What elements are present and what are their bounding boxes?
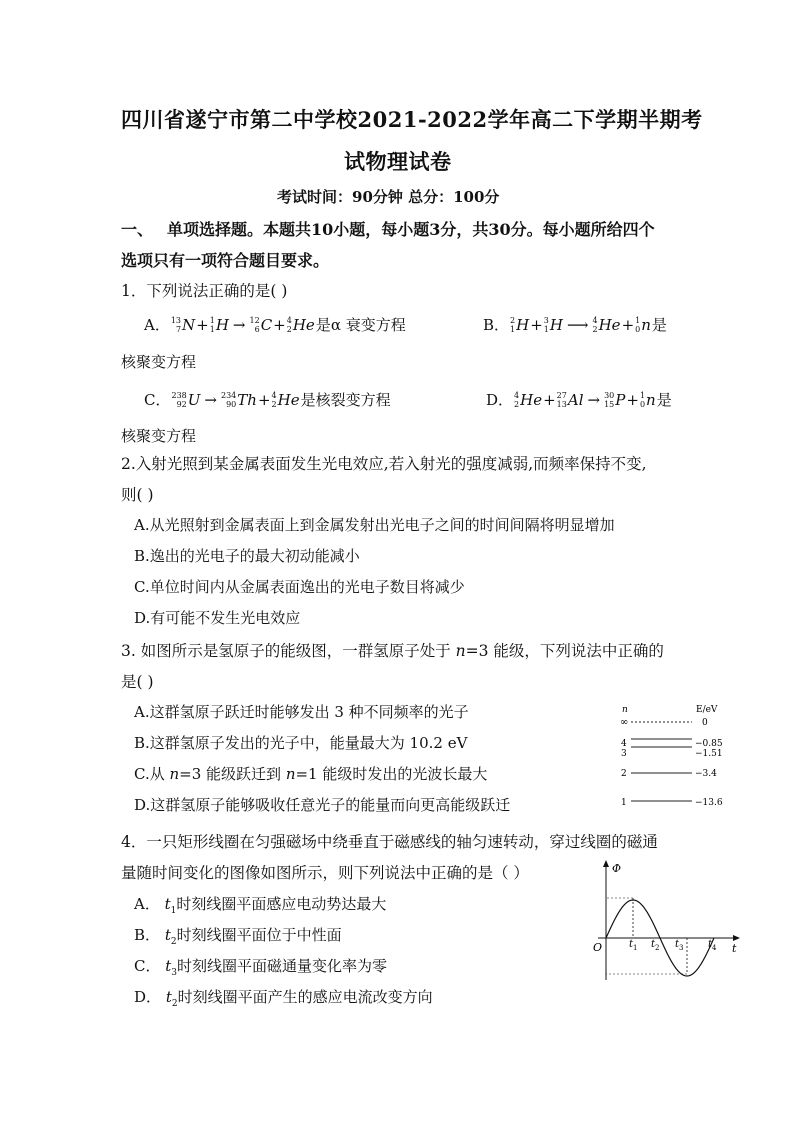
mass-number: 4 [286,315,292,325]
mass-number: 3 [543,315,549,325]
question-4-stem: 4．一只矩形线圈在匀强磁场中绕垂直于磁感线的轴匀速转动，穿过线圈的磁通 [121,833,658,851]
variable-t: t [165,988,172,1006]
subscript: 3 [171,968,178,978]
mass-number: 1 [635,315,641,325]
variable-n: n [169,765,180,783]
nuclide-carbon [250,316,273,334]
atomic-number: 15 [604,399,615,409]
tick-t2 [651,939,659,952]
tick-t4-var: t [708,939,713,950]
mass-number: 2 [510,315,516,325]
reaction-arrow: → [204,390,217,409]
atomic-number: 0 [635,324,641,334]
nuclide-thorium [221,391,257,409]
element-symbol: H [516,315,530,334]
option-text: 是 [656,391,672,409]
option-text: 时刻线圈平面感应电动势达最大 [176,895,387,913]
reaction-arrow: → [232,315,246,334]
tick-t4-sub: 4 [712,944,717,952]
tick-t1-sub: 1 [633,944,638,952]
atomic-number: 13 [556,399,567,409]
atomic-number: 1 [510,324,516,334]
atomic-number: 2 [592,324,598,334]
option-label: B． [483,316,510,334]
level-n-inf: ∞ [620,717,629,728]
element-symbol: C [260,315,273,334]
option-text: 是α 衰变方程 [315,316,406,334]
question-4-stem-line2: 量随时间变化的图像如图所示，则下列说法中正确的是（ ） [121,864,529,882]
q4-option-c[interactable] [134,955,387,978]
option-text: 是核裂变方程 [300,391,391,409]
plus-sign: + [530,315,543,334]
option-text: =1 能级时发出的光波长最大 [295,765,488,783]
atomic-number: 90 [226,399,237,409]
level-n-4: 4 [621,739,627,749]
element-symbol: U [187,390,201,409]
plus-sign: + [543,390,556,409]
option-text: =3 能级跃迁到 [179,765,286,783]
plus-sign: + [196,315,209,334]
mass-number: 4 [592,315,598,325]
q1-option-b-continued: 核聚变方程 [121,353,197,371]
option-text: C.从 [134,765,170,783]
element-symbol: P [615,390,626,409]
tick-t3-sub: 3 [679,944,684,952]
y-axis-arrow [603,860,609,867]
variable-t: t [164,926,171,944]
level-e-3: −1.51 [695,749,723,759]
q4-option-d[interactable] [134,986,433,1009]
level-e-2: −3.4 [695,769,717,779]
mass-number: 234 [221,390,237,400]
question-3-stem-line2: 是( ) [121,673,154,691]
q1-option-d[interactable] [486,389,672,410]
element-symbol: n [646,390,656,409]
element-symbol: Al [567,390,584,409]
flux-time-graph [590,858,746,984]
element-symbol: He [520,390,543,409]
tick-t3-var: t [675,939,680,950]
nuclide-helium [593,316,621,334]
atomic-number: 1 [209,324,215,334]
atomic-number: 2 [514,399,520,409]
option-label: D． [486,391,514,409]
option-label: D． [134,988,162,1006]
atomic-number: 7 [175,324,182,334]
reaction-arrow: ⟶ [566,315,589,334]
nuclide-tritium [544,316,563,334]
nuclide-hydrogen [210,316,229,334]
q2-option-b[interactable]: B.逸出的光电子的最大初动能减小 [134,547,360,565]
atomic-number: 1 [543,324,549,334]
variable-n: n [285,765,296,783]
reaction-arrow: → [587,390,601,409]
q3-option-b[interactable]: B.这群氢原子发出的光子中，能量最大为 10.2 eV [134,734,468,752]
atomic-number: 0 [639,399,646,409]
q3-option-c[interactable] [134,763,487,784]
section-instruction-line2: 选项只有一项符合题目要求。 [121,251,330,270]
option-label: C． [134,957,161,975]
x-axis-arrow [733,935,740,941]
section-instruction: 单项选择题。本题共10小题，每小题3分，共30分。每小题所给四个 [167,220,655,239]
x-axis-label: t [732,942,737,955]
atomic-number: 2 [286,324,292,334]
mass-number: 27 [556,390,567,400]
option-text: 是 [651,316,667,334]
level-n-3: 3 [621,749,627,759]
mass-number: 1 [209,315,215,325]
subscript: 2 [171,999,178,1009]
level-e-inf: 0 [702,718,708,728]
option-label: A． [134,895,160,913]
q1-option-d-continued: 核聚变方程 [121,427,197,445]
variable-t: t [164,895,171,913]
option-text: 时刻线圈平面位于中性面 [176,926,342,944]
atomic-number: 6 [254,324,260,334]
element-symbol: He [598,315,621,334]
option-text: 时刻线圈平面磁通量变化率为零 [177,957,388,975]
plus-sign: + [626,390,639,409]
mass-number: 13 [170,315,182,325]
nuclide-uranium [171,391,200,409]
question-2-stem-line2: 则( ) [121,486,154,504]
question-2-stem: 2.入射光照到某金属表面发生光电效应,若入射光的强度减弱,而频率保持不变, [121,455,647,473]
mass-number: 12 [249,315,260,325]
element-symbol: n [641,315,651,334]
exam-info: 考试时间：90分钟 总分：100分 [277,188,500,206]
question-3-stem [121,639,664,661]
option-label: B． [134,926,161,944]
plus-sign: + [621,315,635,334]
nuclide-nitrogen [171,316,195,334]
nuclide-helium [272,391,300,409]
level-e-1: −13.6 [695,798,723,808]
tick-t1 [629,939,637,952]
option-label: A． [144,316,170,334]
element-symbol: He [277,390,300,409]
level-e-4: −0.85 [695,739,723,749]
q2-option-d[interactable]: D.有可能不发生光电效应 [134,609,301,627]
element-symbol: H [549,315,563,334]
q3-option-d[interactable]: D.这群氢原子能够吸收任意光子的能量而向更高能级跃迁 [134,796,511,814]
element-symbol: Th [237,390,257,409]
origin-label: O [593,941,603,954]
atomic-number: 2 [271,399,277,409]
plus-sign: + [257,390,271,409]
q2-option-a[interactable]: A.从光照射到金属表面上到金属发射出光电子之间的时间间隔将明显增加 [134,516,615,534]
level-n-2: 2 [621,769,627,779]
element-symbol: N [182,315,196,334]
option-label: C． [144,391,171,409]
section-number: 一、 [121,220,154,239]
y-axis-label: Φ [612,862,622,875]
question-1-stem: 1．下列说法正确的是( ) [121,282,288,300]
tick-t1-var: t [629,939,634,950]
diagram-e-label: E/eV [696,705,718,715]
mass-number: 4 [514,390,520,400]
variable-t: t [165,957,172,975]
nuclide-neutron [640,391,656,409]
q2-option-c[interactable]: C.单位时间内从金属表面逸出的光电子数目将减少 [134,578,465,596]
subscript: 2 [170,937,177,947]
option-text: 时刻线圈平面产生的感应电流改变方向 [177,988,433,1006]
nuclide-aluminium [557,391,584,409]
nuclide-neutron [635,316,651,334]
mass-number: 4 [271,390,277,400]
mass-number: 238 [171,390,187,400]
tick-t2-sub: 2 [655,944,660,952]
q4-option-a[interactable] [134,893,386,916]
element-symbol: He [292,315,315,334]
atomic-number: 92 [176,399,187,409]
subscript: 1 [170,906,177,916]
q4-option-b[interactable] [134,924,342,947]
element-symbol: H [215,315,229,334]
page-title-line2: 试物理试卷 [344,149,452,174]
nuclide-phosphorus [604,391,625,409]
diagram-n-label: n [622,705,628,715]
tick-t3 [675,939,683,952]
page-title: 四川省遂宁市第二中学校2021-2022学年高二下学期半期考 [121,107,703,132]
nuclide-helium [514,391,542,409]
stem-text: 3. 如图所示是氢原子的能级图，一群氢原子处于 [121,642,456,660]
q3-option-a[interactable]: A.这群氢原子跃迁时能够发出 3 种不同频率的光子 [134,703,469,721]
q1-option-c[interactable] [144,389,391,410]
tick-t2-var: t [651,939,656,950]
mass-number: 1 [639,390,646,400]
nuclide-helium [287,316,315,334]
nuclide-deuterium [510,316,529,334]
plus-sign: + [273,315,286,334]
q1-option-b[interactable] [483,314,667,335]
variable-n: n [455,642,466,660]
energy-level-diagram [612,702,732,810]
mass-number: 30 [604,390,615,400]
q1-option-a[interactable] [144,314,406,335]
stem-text: =3 能级，下列说法中正确的 [465,642,664,660]
level-n-1: 1 [621,798,627,808]
